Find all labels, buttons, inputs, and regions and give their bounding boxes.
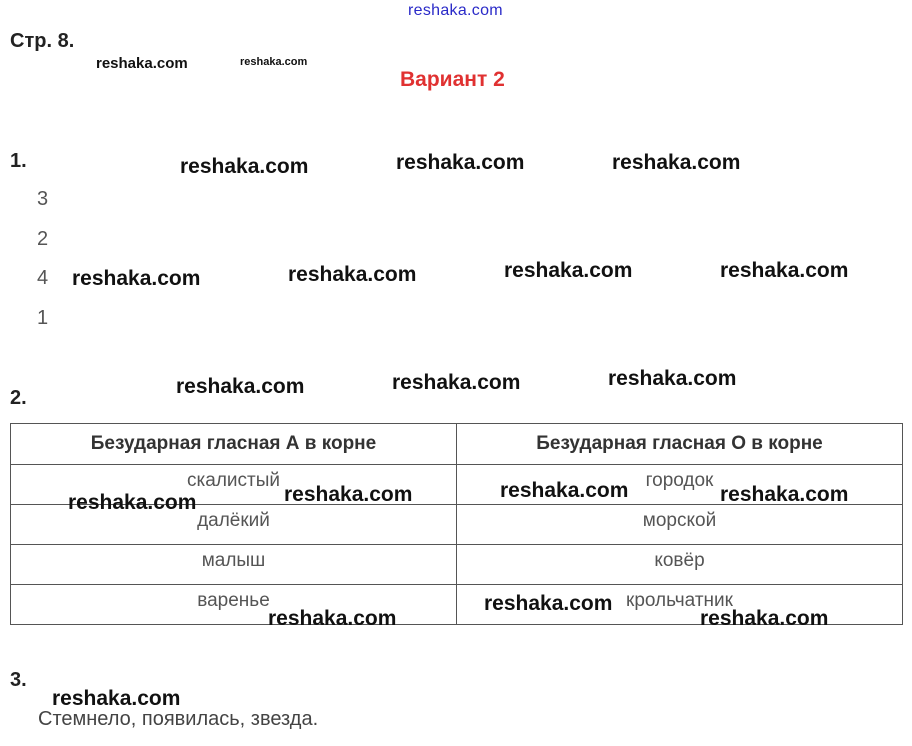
- table-cell: [457, 505, 903, 545]
- watermark: reshaka.com: [52, 687, 181, 710]
- watermark: reshaka.com: [180, 155, 309, 178]
- table-cell: [457, 545, 903, 585]
- cell-word: варенье: [197, 589, 270, 611]
- task-1-answer: 2: [37, 228, 49, 250]
- watermark: reshaka.com: [504, 259, 633, 282]
- cell-word: далёкий: [197, 509, 270, 531]
- watermark-top: reshaka.com: [408, 2, 503, 19]
- watermark: reshaka.com: [700, 607, 829, 630]
- table-cell: [11, 545, 457, 585]
- watermark: reshaka.com: [268, 607, 397, 630]
- vowel-table: [10, 423, 903, 625]
- watermark: reshaka.com: [500, 479, 629, 502]
- cell-word: морской: [642, 509, 717, 531]
- task-1-number: 1.: [10, 150, 27, 172]
- watermark: reshaka.com: [720, 259, 849, 282]
- watermark: reshaka.com: [288, 263, 417, 286]
- cell-word: ковёр: [654, 549, 705, 571]
- page-label: Стр. 8.: [10, 30, 75, 52]
- cell-word: малыш: [201, 549, 266, 571]
- task-1-answer: 3: [37, 188, 49, 210]
- watermark: reshaka.com: [284, 483, 413, 506]
- watermark: reshaka.com: [484, 592, 613, 615]
- watermark-small-1: reshaka.com: [96, 55, 188, 72]
- watermark: reshaka.com: [176, 375, 305, 398]
- task-3-sentence: Стемнело, появилась, звезда.: [38, 708, 319, 730]
- cell-word: крольчатник: [626, 589, 733, 611]
- watermark: reshaka.com: [72, 267, 201, 290]
- watermark: reshaka.com: [392, 371, 521, 394]
- table-header: Безударная гласная А в корне: [11, 424, 457, 465]
- cell-word: городок: [645, 469, 714, 491]
- cell-word: скалистый: [187, 469, 280, 491]
- watermark: reshaka.com: [612, 151, 741, 174]
- task-2-number: 2.: [10, 387, 27, 409]
- table-row: [11, 545, 903, 585]
- watermark: reshaka.com: [608, 367, 737, 390]
- task-1-answer: 1: [37, 307, 49, 329]
- task-3-number: 3.: [10, 669, 27, 691]
- watermark: reshaka.com: [68, 491, 197, 514]
- watermark: reshaka.com: [396, 151, 525, 174]
- table-header: Безударная гласная О в корне: [457, 424, 903, 465]
- task-1-answer: 4: [37, 267, 49, 289]
- watermark: reshaka.com: [720, 483, 849, 506]
- table-header-row: [11, 424, 903, 465]
- watermark-small-2: reshaka.com: [240, 56, 308, 68]
- variant-title: Вариант 2: [400, 68, 505, 91]
